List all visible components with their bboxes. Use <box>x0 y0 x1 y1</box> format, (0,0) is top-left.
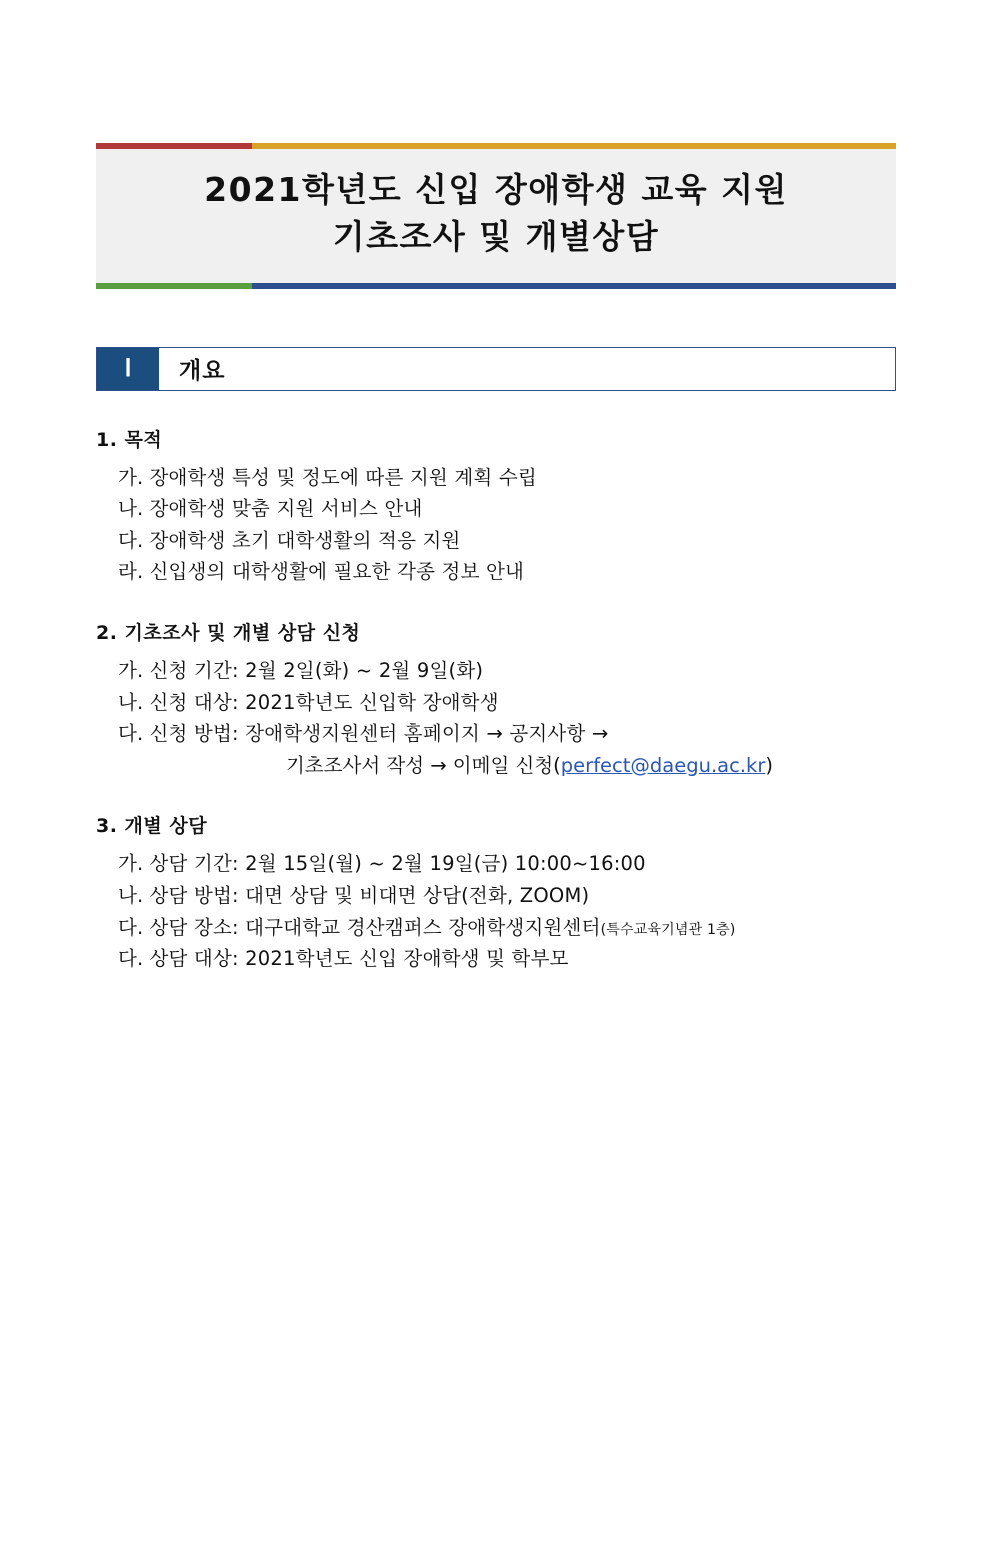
document-title-line-2: 기초조사 및 개별상담 <box>332 216 660 256</box>
list-item-continuation <box>96 750 906 782</box>
list-item <box>96 655 906 687</box>
document-body <box>96 425 906 975</box>
section-number: Ⅰ <box>97 348 159 390</box>
banner-top-rule <box>96 143 896 149</box>
document-page <box>0 143 992 1546</box>
title-text-area <box>96 149 896 283</box>
list-item-note: (특수교육기념관 1층) <box>600 921 736 938</box>
list-item <box>96 493 906 525</box>
continuation-prefix: 기초조사서 작성 → 이메일 신청( <box>286 753 561 777</box>
list-item <box>96 880 906 912</box>
list-item-text: 장애학생 특성 및 정도에 따른 지원 계획 수립 <box>149 465 537 489</box>
list-marker: 가. <box>118 852 144 876</box>
document-title-line-1: 2021학년도 신입 장애학생 교육 지원 <box>204 170 788 209</box>
section-title: 개요 <box>179 358 226 385</box>
list-item-text: 장애학생 맞춤 지원 서비스 안내 <box>149 497 423 521</box>
list-item-text: 신청 기간: 2월 2일(화) ~ 2월 9일(화) <box>149 659 484 683</box>
list-marker: 다. <box>118 528 144 552</box>
list-item <box>96 462 906 494</box>
list-item-text: 신청 방법: 장애학생지원센터 홈페이지 → 공지사항 → <box>149 722 609 746</box>
list-item <box>96 912 906 944</box>
group-title: 1. 목적 <box>96 428 163 451</box>
rule-segment-gold <box>252 143 896 149</box>
list-item-text: 상담 장소: 대구대학교 경산캠퍼스 장애학생지원센터 <box>149 915 601 939</box>
list-marker: 다. <box>118 947 144 971</box>
content-group-purpose <box>96 425 906 588</box>
list-item <box>96 556 906 588</box>
list-marker: 나. <box>118 690 144 714</box>
list-marker: 나. <box>118 883 144 907</box>
list-item-text: 신입생의 대학생활에 필요한 각종 정보 안내 <box>149 560 525 584</box>
list-marker: 다. <box>118 915 144 939</box>
title-banner <box>96 143 896 289</box>
section-header <box>96 347 896 391</box>
banner-bottom-rule <box>96 283 896 289</box>
list-item-text: 상담 방법: 대면 상담 및 비대면 상담(전화, ZOOM) <box>149 883 590 907</box>
list-item-text: 상담 기간: 2월 15일(월) ~ 2월 19일(금) 10:00~16:00 <box>149 852 646 876</box>
list-item-text: 장애학생 초기 대학생활의 적응 지원 <box>149 528 461 552</box>
rule-segment-red <box>96 143 252 149</box>
list-marker: 가. <box>118 465 144 489</box>
list-item <box>96 718 906 750</box>
list-item <box>96 687 906 719</box>
list-item-text: 상담 대상: 2021학년도 신입 장애학생 및 학부모 <box>149 947 569 971</box>
group-title: 3. 개별 상담 <box>96 815 208 838</box>
list-item-text: 신청 대상: 2021학년도 신입학 장애학생 <box>149 690 499 714</box>
list-marker: 라. <box>118 560 144 584</box>
content-group-counseling <box>96 811 906 974</box>
rule-segment-green <box>96 283 252 289</box>
group-title: 2. 기초조사 및 개별 상담 신청 <box>96 622 361 645</box>
rule-segment-blue <box>252 283 896 289</box>
list-item <box>96 525 906 557</box>
continuation-suffix: ) <box>765 753 773 777</box>
list-item <box>96 848 906 880</box>
list-marker: 가. <box>118 659 144 683</box>
list-marker: 나. <box>118 497 144 521</box>
list-marker: 다. <box>118 722 144 746</box>
content-group-application <box>96 618 906 781</box>
list-item <box>96 943 906 975</box>
email-link[interactable]: perfect@daegu.ac.kr <box>560 753 766 777</box>
